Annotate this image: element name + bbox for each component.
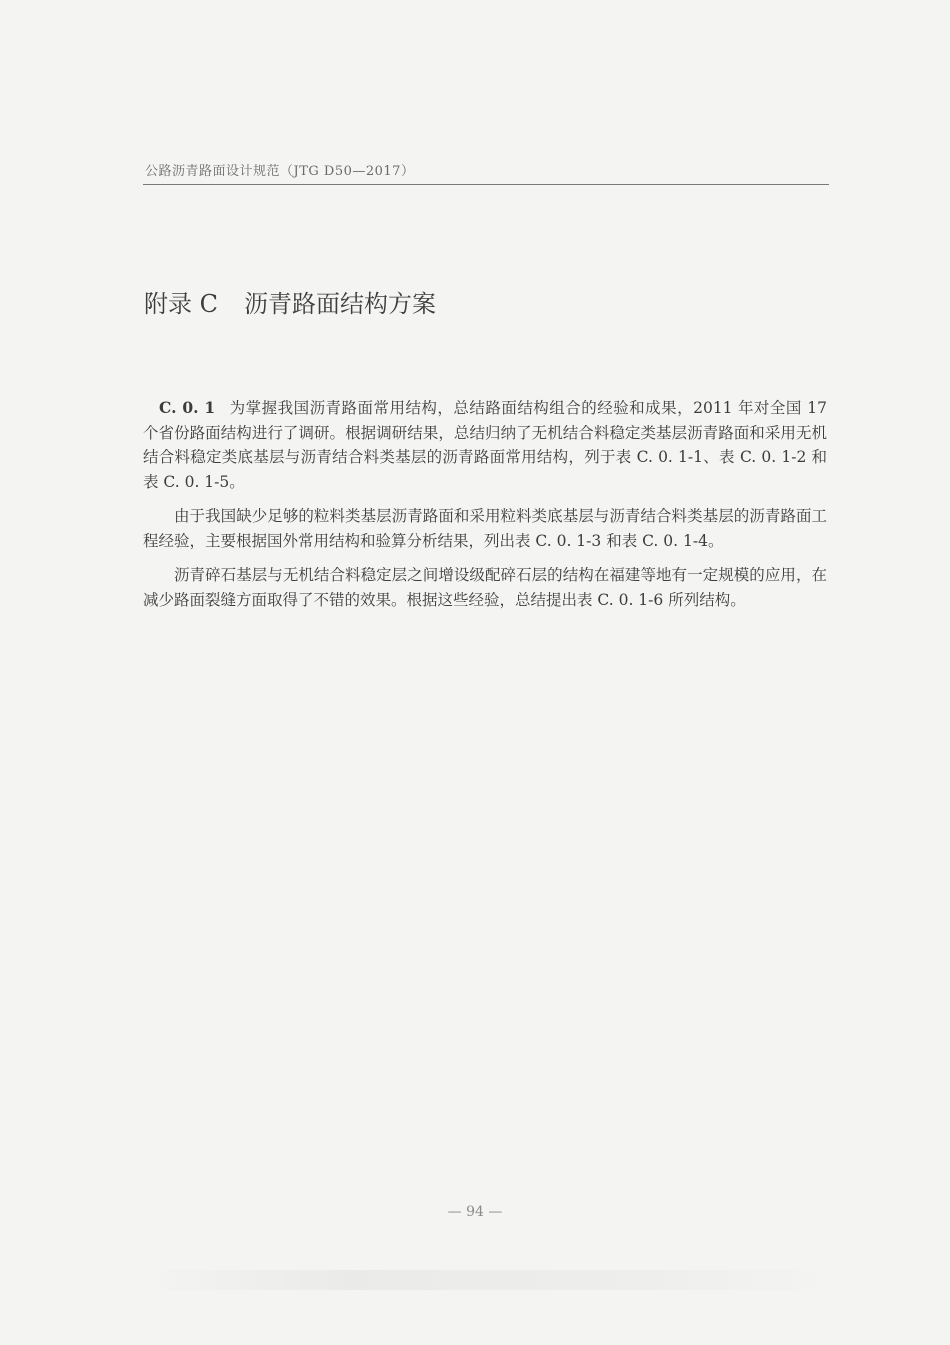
clause-body [143,396,827,622]
running-header: 公路沥青路面设计规范（JTG D50—2017） [145,164,415,179]
page-number: — 94 — [447,1204,503,1220]
clause-paragraph-2: 由于我国缺少足够的粒料类基层沥青路面和采用粒料类底基层与沥青结合料类基层的沥青路面工程经验，主要根据国外常用结构和验算分析结果，列出表 C. 0. 1-3 和表 C. 0. 1-4。 [143,507,827,550]
appendix-title [144,284,436,319]
appendix-heading: 沥青路面结构方案 [244,290,436,318]
clause-paragraph-3: 沥青碎石基层与无机结合料稳定层之间增设级配碎石层的结构在福建等地有一定规模的应用，在减少路面裂缝方面取得了不错的效果。根据这些经验，总结提出表 C. 0. 1-6 所列结构。 [143,566,827,609]
clause-paragraph-1-text: 为掌握我国沥青路面常用结构，总结路面结构组合的经验和成果，2011 年对全国 17 个省份路面结构进行了调研。根据调研结果，总结归纳了无机结合料稳定类基层沥青路面和采用无机结合料稳定类底基层与沥青结合料类基层的沥青路面常用结构，列于表 C. 0. 1-1、表 C. 0. 1-2 和表 C. 0. 1-5。 [143,399,828,491]
clause-paragraph-1 [143,396,827,494]
scan-artifact [140,1270,840,1290]
appendix-label: 附录 C [144,290,218,318]
clause-number: C. 0. 1 [159,398,216,417]
header-divider [143,184,829,185]
